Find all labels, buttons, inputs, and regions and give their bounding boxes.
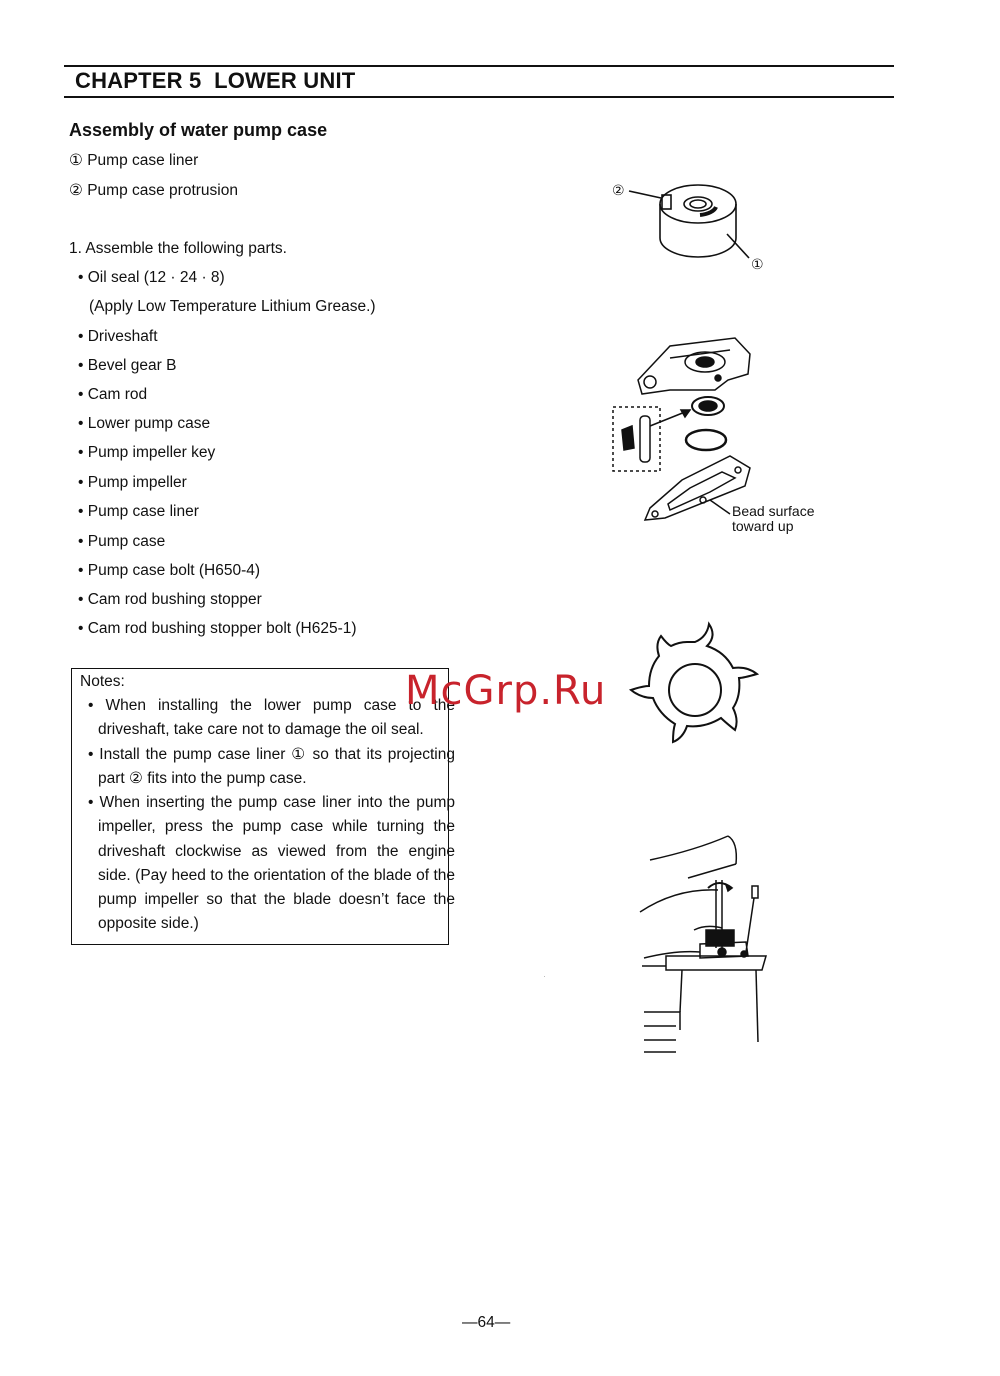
part-item: • Oil seal (12 · 24 · 8)	[78, 269, 225, 286]
part-item: • Pump case	[78, 533, 166, 550]
watermark: McGrp.Ru	[405, 668, 607, 714]
page-number: —64—	[462, 1314, 511, 1331]
note-item: • When inserting the pump case liner into the pump impeller, press the pump case while turning the driveshaft clockwise as viewed from the engine side. (Pay heed to the orientation of the blade of the pump impeller so that the blade doesn’t face the opposite side.)	[88, 794, 455, 933]
step-title: 1. Assemble the following parts.	[69, 240, 287, 257]
section-title: Assembly of water pump case	[69, 120, 328, 140]
note-item: • When installing the lower pump case to the driveshaft, take care not to damage the oil seal.	[88, 697, 455, 739]
part-item: • Cam rod	[78, 386, 148, 403]
notes-box	[71, 668, 455, 945]
part-item: • Pump case liner	[78, 503, 199, 520]
part-item: • Bevel gear B	[78, 357, 177, 374]
install-pump-case-figure	[636, 830, 776, 1060]
label-protrusion: ②	[612, 182, 625, 198]
label-liner: ①	[751, 256, 764, 272]
scan-speck	[544, 976, 545, 977]
label-toward-up: toward up	[732, 518, 794, 534]
part-item: • Pump impeller key	[78, 444, 216, 461]
pump-impeller-figure	[620, 620, 770, 760]
note-item: • Install the pump case liner ① so that its projecting part ② fits into the pump case.	[88, 746, 455, 788]
legend-item-liner: ① Pump case liner	[69, 152, 199, 169]
label-bead-surface: Bead surface	[732, 503, 815, 519]
part-item: • Lower pump case	[78, 415, 211, 432]
legend-item-protrusion: ② Pump case protrusion	[69, 182, 238, 199]
part-item: • Cam rod bushing stopper bolt (H625-1)	[78, 620, 357, 637]
part-item: • Cam rod bushing stopper	[78, 591, 262, 608]
part-item: • Pump case bolt (H650-4)	[78, 562, 261, 579]
header-bottom-rule	[64, 96, 894, 98]
chapter-title: CHAPTER 5 LOWER UNIT	[75, 68, 356, 93]
part-item-note: (Apply Low Temperature Lithium Grease.)	[89, 298, 376, 315]
part-item: • Pump impeller	[78, 474, 187, 491]
install-drawing	[636, 830, 776, 1060]
pump-case-liner-figure	[605, 170, 780, 280]
part-item: • Driveshaft	[78, 328, 158, 345]
notes-title: Notes:	[80, 673, 125, 690]
lower-pump-case-exploded-figure	[610, 318, 830, 543]
impeller-drawing	[620, 620, 770, 760]
header-top-rule	[64, 65, 894, 67]
